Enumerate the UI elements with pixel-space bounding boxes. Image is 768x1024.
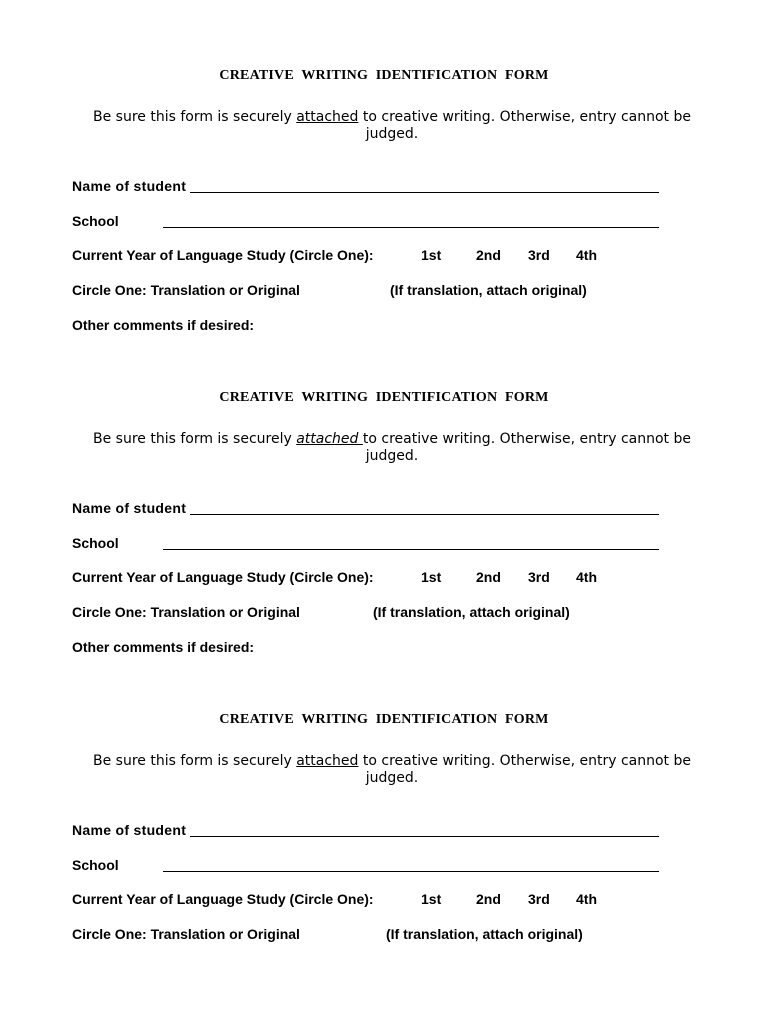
- form-instruction: [84, 753, 700, 787]
- instruction-text-end: to creative writing. Otherwise, entry cannot be judged.: [362, 431, 691, 464]
- form-title: CREATIVE WRITING IDENTIFICATION FORM: [219, 68, 549, 83]
- language-year-row: [72, 246, 597, 264]
- school-field[interactable]: [163, 871, 659, 872]
- year-option-2nd[interactable]: 2nd: [476, 569, 501, 585]
- form-instruction: [84, 431, 700, 465]
- student-name-label: Name of student: [72, 500, 187, 516]
- language-year-label: Current Year of Language Study (Circle One):: [72, 569, 374, 585]
- year-option-1st[interactable]: 1st: [421, 569, 442, 585]
- year-option-4th[interactable]: 4th: [576, 569, 597, 585]
- student-name-field[interactable]: [190, 514, 659, 515]
- school-label: School: [72, 213, 119, 229]
- form-title: CREATIVE WRITING IDENTIFICATION FORM: [219, 390, 549, 405]
- school-row: [72, 534, 119, 552]
- year-option-3rd[interactable]: 3rd: [528, 247, 550, 263]
- translation-note: (If translation, attach original): [373, 604, 570, 620]
- comments-label: Other comments if desired:: [72, 317, 255, 333]
- instruction-attached-word: attached: [296, 753, 359, 769]
- year-option-4th[interactable]: 4th: [576, 247, 597, 263]
- school-label: School: [72, 535, 119, 551]
- year-option-3rd[interactable]: 3rd: [528, 891, 550, 907]
- instruction-text-start: Be sure this form is securely: [92, 109, 297, 125]
- instruction-text-end: to creative writing. Otherwise, entry cannot be judged.: [358, 753, 691, 786]
- instruction-text-start: Be sure this form is securely: [92, 431, 297, 447]
- identification-form-2: [0, 322, 768, 655]
- school-field[interactable]: [163, 227, 659, 228]
- language-year-label: Current Year of Language Study (Circle One):: [72, 247, 374, 263]
- year-option-2nd[interactable]: 2nd: [476, 891, 501, 907]
- instruction-attached-word: attached: [296, 431, 363, 447]
- school-row: [72, 856, 119, 874]
- year-option-4th[interactable]: 4th: [576, 891, 597, 907]
- translation-note: (If translation, attach original): [390, 282, 587, 298]
- year-option-2nd[interactable]: 2nd: [476, 247, 501, 263]
- translation-note: (If translation, attach original): [386, 926, 583, 942]
- translation-original-row: [72, 603, 570, 621]
- student-name-label: Name of student: [72, 822, 187, 838]
- translation-original-row: [72, 925, 583, 943]
- form-title: CREATIVE WRITING IDENTIFICATION FORM: [219, 712, 549, 727]
- school-row: [72, 212, 119, 230]
- year-option-3rd[interactable]: 3rd: [528, 569, 550, 585]
- instruction-attached-word: attached: [296, 109, 359, 125]
- identification-form-1: [0, 0, 768, 333]
- form-instruction: [84, 109, 700, 143]
- translation-original-label[interactable]: Circle One: Translation or Original: [72, 604, 300, 620]
- student-name-field[interactable]: [190, 192, 659, 193]
- instruction-text-end: to creative writing. Otherwise, entry cannot be judged.: [358, 109, 691, 142]
- language-year-label: Current Year of Language Study (Circle One):: [72, 891, 374, 907]
- identification-form-3: [0, 644, 768, 966]
- student-name-field[interactable]: [190, 836, 659, 837]
- comments-label: Other comments if desired:: [72, 639, 255, 655]
- student-name-row: [72, 177, 186, 195]
- school-field[interactable]: [163, 549, 659, 550]
- translation-original-label[interactable]: Circle One: Translation or Original: [72, 282, 300, 298]
- language-year-row: [72, 890, 597, 908]
- student-name-label: Name of student: [72, 178, 187, 194]
- year-option-1st[interactable]: 1st: [421, 891, 442, 907]
- student-name-row: [72, 499, 186, 517]
- translation-original-row: [72, 281, 587, 299]
- language-year-row: [72, 568, 597, 586]
- student-name-row: [72, 821, 186, 839]
- instruction-text-start: Be sure this form is securely: [92, 753, 297, 769]
- year-option-1st[interactable]: 1st: [421, 247, 442, 263]
- translation-original-label[interactable]: Circle One: Translation or Original: [72, 926, 300, 942]
- school-label: School: [72, 857, 119, 873]
